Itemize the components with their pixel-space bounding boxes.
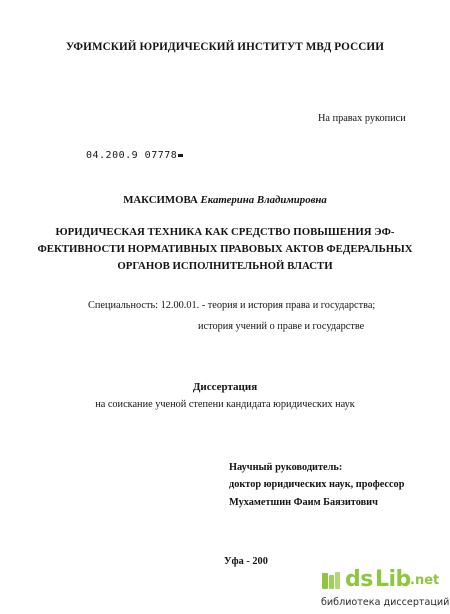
supervisor-name: Мухаметшин Фаим Баязитович bbox=[229, 497, 378, 508]
title-line: ФЕКТИВНОСТИ НОРМАТИВНЫХ ПРАВОВЫХ АКТОВ ФЕДЕРАЛЬНЫХ bbox=[37, 243, 413, 255]
logo-text-ds: ds bbox=[345, 567, 373, 592]
author-surname: МАКСИМОВА bbox=[123, 194, 198, 206]
logo-subtitle: библиотека диссертаций bbox=[321, 597, 450, 608]
stamp-number-text: 04.200.9 07778 bbox=[86, 150, 178, 161]
manuscript-rights-note: На правах рукописи bbox=[318, 113, 406, 124]
dissertation-title bbox=[0, 224, 450, 275]
supervisor-heading: Научный руководитель: bbox=[229, 462, 343, 473]
author-given-names: Екатерина Владимировна bbox=[200, 194, 327, 206]
stamp-mark bbox=[178, 154, 183, 157]
logo-text-net: .net bbox=[410, 573, 440, 588]
title-line: ОРГАНОВ ИСПОЛНИТЕЛЬНОЙ ВЛАСТИ bbox=[117, 260, 333, 272]
book-stack-icon bbox=[320, 571, 342, 591]
specialty-line-1: Специальность: 12.00.01. - теория и история права и государства; bbox=[88, 300, 376, 311]
institute-name: УФИМСКИЙ ЮРИДИЧЕСКИЙ ИНСТИТУТ МВД РОССИИ bbox=[65, 41, 385, 53]
specialty-line-2: история учений о праве и государстве bbox=[198, 321, 365, 332]
degree-statement: на соискание ученой степени кандидата юридических наук bbox=[95, 399, 355, 410]
dslib-watermark-logo bbox=[318, 566, 448, 612]
dissertation-label: Диссертация bbox=[192, 381, 258, 393]
supervisor-rank: доктор юридических наук, профессор bbox=[229, 479, 405, 490]
author-name bbox=[0, 194, 450, 206]
logo-text-lib: Lib bbox=[375, 567, 411, 592]
city-year: Уфа - 200 bbox=[224, 556, 268, 567]
title-line: ЮРИДИЧЕСКАЯ ТЕХНИКА КАК СРЕДСТВО ПОВЫШЕНИЯ ЭФ- bbox=[55, 226, 395, 238]
library-stamp-number bbox=[86, 150, 183, 161]
